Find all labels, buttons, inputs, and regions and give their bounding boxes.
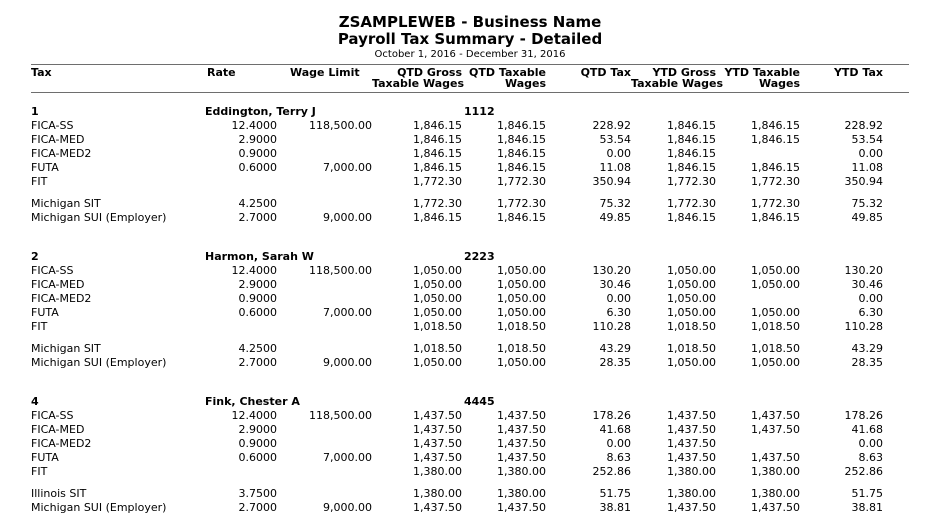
employee-name: Fink, Chester A: [205, 394, 300, 408]
federal-tax-row: [31, 423, 909, 437]
cell-qtd-taxable: 1,050.00: [497, 291, 546, 305]
cell-rate: 12.4000: [231, 408, 277, 422]
cell-wage-limit: 9,000.00: [323, 355, 372, 369]
report-table-body: [31, 93, 909, 515]
cell-ytd-tax: 0.00: [858, 291, 883, 305]
cell-ytd-gross: 1,437.50: [667, 450, 716, 464]
cell-ytd-taxable: 1,772.30: [751, 196, 800, 210]
table-header: [31, 65, 909, 93]
cell-ytd-gross: 1,846.15: [667, 146, 716, 160]
cell-ytd-taxable: [716, 437, 800, 451]
cell-qtd-taxable: 1,380.00: [497, 486, 546, 500]
cell-qtd-tax: 11.08: [599, 160, 631, 174]
state-tax-row: [31, 342, 909, 356]
cell-ytd-gross: 1,846.15: [667, 210, 716, 224]
cell-ytd-gross: 1,018.50: [667, 341, 716, 355]
cell-tax: Michigan SIT: [31, 341, 101, 355]
cell-wage-limit: [277, 197, 372, 211]
cell-ytd-tax: 252.86: [844, 464, 883, 478]
cell-ytd-tax: 130.20: [844, 263, 883, 277]
report-title: Payroll Tax Summary - Detailed: [337, 30, 603, 48]
cell-ytd-taxable: 1,846.15: [751, 210, 800, 224]
cell-qtd-gross: 1,050.00: [413, 355, 462, 369]
cell-ytd-tax: 75.32: [851, 196, 883, 210]
cell-wage-limit: [277, 292, 372, 306]
cell-wage-limit: 7,000.00: [323, 160, 372, 174]
cell-wage-limit: [277, 423, 372, 437]
cell-tax: FICA-SS: [31, 118, 74, 132]
cell-rate: 4.2500: [238, 341, 277, 355]
cell-tax: FIT: [31, 464, 48, 478]
cell-ytd-tax: 43.29: [851, 341, 883, 355]
cell-ytd-tax: 8.63: [858, 450, 883, 464]
cell-wage-limit: 118,500.00: [309, 118, 372, 132]
cell-rate: [201, 320, 277, 334]
col-header-line1: YTD Taxable: [724, 66, 800, 79]
cell-qtd-tax: 30.46: [599, 277, 631, 291]
cell-qtd-tax: 51.75: [599, 486, 631, 500]
cell-rate: 2.9000: [238, 132, 277, 146]
cell-qtd-gross: 1,846.15: [413, 210, 462, 224]
federal-tax-row: [31, 437, 909, 451]
cell-rate: 4.2500: [238, 196, 277, 210]
cell-ytd-gross: 1,846.15: [667, 132, 716, 146]
cell-empty: [372, 105, 462, 119]
cell-tax: Michigan SIT: [31, 196, 101, 210]
state-tax-row: [31, 211, 909, 225]
cell-wage-limit: 7,000.00: [323, 305, 372, 319]
cell-ytd-gross: 1,050.00: [667, 355, 716, 369]
cell-qtd-taxable: 1,437.50: [497, 422, 546, 436]
cell-qtd-gross: 1,437.50: [413, 436, 462, 450]
cell-ytd-taxable: 1,437.50: [751, 408, 800, 422]
cell-ytd-tax: 110.28: [844, 319, 883, 333]
cell-rate: 0.6000: [238, 305, 277, 319]
federal-tax-row: [31, 264, 909, 278]
cell-qtd-taxable: 1,050.00: [497, 355, 546, 369]
cell-wage-limit: 7,000.00: [323, 450, 372, 464]
col-header-line2: Taxable Wages: [372, 77, 465, 90]
cell-qtd-taxable: 1,846.15: [497, 146, 546, 160]
cell-tax: FIT: [31, 319, 48, 333]
cell-qtd-taxable: 1,846.15: [497, 118, 546, 132]
cell-qtd-gross: 1,437.50: [413, 500, 462, 514]
cell-ytd-taxable: 1,018.50: [751, 319, 800, 333]
cell-qtd-tax: 6.30: [606, 305, 631, 319]
cell-rate: 0.9000: [238, 436, 277, 450]
employee-spacer-row: [31, 370, 909, 395]
col-header-ytd-gross: [631, 65, 724, 93]
cell-tax: FICA-MED: [31, 277, 85, 291]
cell-qtd-taxable: 1,380.00: [497, 464, 546, 478]
federal-tax-row: [31, 292, 909, 306]
payroll-table-wrap: [31, 64, 909, 515]
cell-qtd-taxable: 1,846.15: [497, 132, 546, 146]
col-header-line2: Taxable Wages: [631, 77, 724, 90]
cell-ytd-taxable: 1,050.00: [751, 277, 800, 291]
cell-rate: [201, 465, 277, 479]
cell-ytd-tax: 350.94: [844, 174, 883, 188]
cell-qtd-taxable: 1,437.50: [497, 408, 546, 422]
cell-qtd-tax: 43.29: [599, 341, 631, 355]
cell-ytd-taxable: 1,846.15: [751, 118, 800, 132]
cell-qtd-gross: 1,050.00: [413, 263, 462, 277]
cell-ytd-gross: 1,437.50: [667, 500, 716, 514]
employee-id: 2: [31, 249, 39, 263]
col-header-line1: Rate: [207, 66, 236, 79]
cell-rate: 0.6000: [238, 160, 277, 174]
cell-qtd-gross: 1,050.00: [413, 305, 462, 319]
cell-wage-limit: [277, 320, 372, 334]
cell-tax: FICA-MED: [31, 422, 85, 436]
cell-ytd-taxable: 1,050.00: [751, 305, 800, 319]
cell-qtd-tax: 0.00: [606, 291, 631, 305]
spacer-cell: [31, 225, 909, 250]
cell-tax: Michigan SUI (Employer): [31, 210, 167, 224]
federal-tax-row: [31, 147, 909, 161]
cell-ytd-tax: 38.81: [851, 500, 883, 514]
cell-qtd-tax: 75.32: [599, 196, 631, 210]
cell-qtd-tax: 130.20: [592, 263, 631, 277]
cell-ytd-tax: 41.68: [851, 422, 883, 436]
cell-qtd-gross: 1,772.30: [413, 196, 462, 210]
federal-tax-row: [31, 175, 909, 189]
cell-tax: Michigan SUI (Employer): [31, 355, 167, 369]
cell-tax: FICA-SS: [31, 263, 74, 277]
cell-ytd-taxable: 1,380.00: [751, 486, 800, 500]
cell-qtd-tax: 41.68: [599, 422, 631, 436]
cell-ytd-gross: 1,772.30: [667, 196, 716, 210]
state-tax-row: [31, 356, 909, 370]
employee-name: Harmon, Sarah W: [205, 249, 314, 263]
cell-rate: 12.4000: [231, 263, 277, 277]
employee-header-row: [31, 105, 909, 119]
federal-tax-row: [31, 451, 909, 465]
col-header-qtd-taxable: [462, 65, 546, 93]
federal-tax-row: [31, 306, 909, 320]
cell-wage-limit: [277, 133, 372, 147]
cell-ytd-tax: 51.75: [851, 486, 883, 500]
state-tax-row: [31, 501, 909, 515]
cell-ytd-taxable: 1,380.00: [751, 464, 800, 478]
cell-qtd-tax: 252.86: [592, 464, 631, 478]
cell-qtd-tax: 350.94: [592, 174, 631, 188]
cell-ytd-taxable: 1,437.50: [751, 422, 800, 436]
table-header-row: [31, 65, 909, 93]
cell-ytd-tax: 11.08: [851, 160, 883, 174]
cell-wage-limit: [277, 437, 372, 451]
col-header-line1: QTD Taxable: [469, 66, 546, 79]
cell-rate: 2.9000: [238, 422, 277, 436]
cell-qtd-tax: 28.35: [599, 355, 631, 369]
cell-qtd-gross: 1,380.00: [413, 486, 462, 500]
cell-ytd-taxable: 1,050.00: [751, 355, 800, 369]
cell-ytd-tax: 28.35: [851, 355, 883, 369]
employee-number: 2223: [464, 249, 495, 263]
col-header-wage-limit: [277, 65, 372, 93]
cell-ytd-taxable: [716, 292, 800, 306]
cell-ytd-gross: 1,772.30: [667, 174, 716, 188]
spacer-cell: [31, 93, 909, 105]
cell-wage-limit: 118,500.00: [309, 408, 372, 422]
cell-wage-limit: [277, 465, 372, 479]
cell-ytd-gross: 1,380.00: [667, 486, 716, 500]
cell-ytd-taxable: 1,050.00: [751, 263, 800, 277]
employee-id: 1: [31, 104, 39, 118]
cell-ytd-gross: 1,050.00: [667, 263, 716, 277]
spacer-cell: [31, 370, 909, 395]
cell-wage-limit: 118,500.00: [309, 263, 372, 277]
cell-ytd-gross: 1,050.00: [667, 277, 716, 291]
cell-ytd-taxable: 1,846.15: [751, 160, 800, 174]
cell-wage-limit: [277, 342, 372, 356]
cell-rate: 0.9000: [238, 146, 277, 160]
cell-qtd-taxable: 1,018.50: [497, 319, 546, 333]
cell-ytd-taxable: [716, 147, 800, 161]
federal-tax-row: [31, 119, 909, 133]
cell-ytd-gross: 1,437.50: [667, 422, 716, 436]
cell-tax: Michigan SUI (Employer): [31, 500, 167, 514]
cell-qtd-gross: 1,018.50: [413, 319, 462, 333]
cell-qtd-tax: 53.54: [599, 132, 631, 146]
state-tax-row: [31, 197, 909, 211]
cell-qtd-gross: 1,846.15: [413, 132, 462, 146]
col-header-line1: Wage Limit: [290, 66, 360, 79]
cell-qtd-taxable: 1,050.00: [497, 277, 546, 291]
cell-rate: 2.7000: [238, 210, 277, 224]
cell-qtd-taxable: 1,846.15: [497, 160, 546, 174]
col-header-line2: Wages: [758, 77, 800, 90]
cell-qtd-gross: 1,437.50: [413, 422, 462, 436]
federal-tax-row: [31, 409, 909, 423]
cell-qtd-taxable: 1,437.50: [497, 500, 546, 514]
col-header-tax: [31, 65, 201, 93]
cell-qtd-taxable: 1,846.15: [497, 210, 546, 224]
cell-qtd-gross: 1,437.50: [413, 450, 462, 464]
cell-qtd-tax: 8.63: [606, 450, 631, 464]
cell-ytd-taxable: 1,772.30: [751, 174, 800, 188]
employee-header-row: [31, 395, 909, 409]
cell-qtd-tax: 110.28: [592, 319, 631, 333]
cell-tax: FIT: [31, 174, 48, 188]
spacer-cell: [31, 334, 909, 342]
cell-ytd-taxable: 1,018.50: [751, 341, 800, 355]
cell-qtd-tax: 228.92: [592, 118, 631, 132]
cell-tax: FICA-MED: [31, 132, 85, 146]
report-header: [0, 14, 940, 61]
cell-wage-limit: [277, 175, 372, 189]
cell-qtd-gross: 1,846.15: [413, 146, 462, 160]
cell-rate: [201, 175, 277, 189]
cell-qtd-gross: 1,437.50: [413, 408, 462, 422]
cell-wage-limit: 9,000.00: [323, 500, 372, 514]
employee-header-row: [31, 250, 909, 264]
payroll-tax-table: [31, 64, 909, 515]
federal-tax-row: [31, 278, 909, 292]
federal-tax-row: [31, 161, 909, 175]
cell-qtd-gross: 1,846.15: [413, 160, 462, 174]
cell-tax: FUTA: [31, 450, 59, 464]
cell-tax: FICA-SS: [31, 408, 74, 422]
col-header-qtd-gross: [372, 65, 465, 93]
cell-rate: 2.9000: [238, 277, 277, 291]
group-spacer-row: [31, 479, 909, 487]
cell-qtd-tax: 49.85: [599, 210, 631, 224]
col-header-ytd-tax: [800, 65, 909, 93]
col-header-line1: Tax: [31, 66, 52, 79]
spacer-cell: [31, 479, 909, 487]
cell-qtd-taxable: 1,437.50: [497, 436, 546, 450]
cell-ytd-taxable: 1,846.15: [751, 132, 800, 146]
cell-ytd-gross: 1,437.50: [667, 436, 716, 450]
cell-qtd-tax: 178.26: [592, 408, 631, 422]
cell-rate: 3.7500: [238, 486, 277, 500]
cell-rate: 0.9000: [238, 291, 277, 305]
col-header-line1: YTD Tax: [833, 66, 883, 79]
cell-qtd-gross: 1,846.15: [413, 118, 462, 132]
cell-empty: [372, 395, 462, 409]
cell-ytd-gross: 1,380.00: [667, 464, 716, 478]
cell-ytd-gross: 1,050.00: [667, 305, 716, 319]
cell-ytd-gross: 1,437.50: [667, 408, 716, 422]
cell-rate: 0.6000: [238, 450, 277, 464]
cell-qtd-taxable: 1,772.30: [497, 196, 546, 210]
cell-ytd-tax: 178.26: [844, 408, 883, 422]
employee-number: 4445: [464, 394, 495, 408]
cell-qtd-gross: 1,050.00: [413, 277, 462, 291]
federal-tax-row: [31, 133, 909, 147]
cell-tax: FUTA: [31, 305, 59, 319]
cell-ytd-tax: 0.00: [858, 146, 883, 160]
cell-qtd-gross: 1,050.00: [413, 291, 462, 305]
employee-id: 4: [31, 394, 39, 408]
top-spacer-row: [31, 93, 909, 105]
col-header-rate: [201, 65, 277, 93]
cell-empty: [372, 250, 462, 264]
col-header-line1: QTD Gross: [397, 66, 462, 79]
employee-number: 1112: [464, 104, 495, 118]
cell-qtd-gross: 1,018.50: [413, 341, 462, 355]
col-header-line2: Wages: [504, 77, 546, 90]
cell-wage-limit: 9,000.00: [323, 210, 372, 224]
cell-tax: FUTA: [31, 160, 59, 174]
cell-rate: 2.7000: [238, 500, 277, 514]
col-header-line1: QTD Tax: [580, 66, 631, 79]
company-name: ZSAMPLEWEB - Business Name: [338, 13, 602, 31]
cell-ytd-gross: 1,846.15: [667, 160, 716, 174]
cell-ytd-taxable: 1,437.50: [751, 500, 800, 514]
col-header-ytd-taxable: [716, 65, 800, 93]
cell-qtd-taxable: 1,018.50: [497, 341, 546, 355]
spacer-cell: [31, 189, 909, 197]
cell-tax: FICA-MED2: [31, 146, 92, 160]
employee-spacer-row: [31, 225, 909, 250]
cell-qtd-tax: 38.81: [599, 500, 631, 514]
cell-qtd-taxable: 1,050.00: [497, 305, 546, 319]
cell-wage-limit: [277, 487, 372, 501]
col-header-qtd-tax: [546, 65, 631, 93]
cell-wage-limit: [277, 278, 372, 292]
cell-tax: FICA-MED2: [31, 291, 92, 305]
cell-qtd-tax: 0.00: [606, 436, 631, 450]
cell-ytd-tax: 0.00: [858, 436, 883, 450]
cell-ytd-tax: 228.92: [844, 118, 883, 132]
cell-qtd-gross: 1,380.00: [413, 464, 462, 478]
cell-ytd-gross: 1,050.00: [667, 291, 716, 305]
federal-tax-row: [31, 320, 909, 334]
cell-tax: FICA-MED2: [31, 436, 92, 450]
cell-qtd-taxable: 1,772.30: [497, 174, 546, 188]
group-spacer-row: [31, 334, 909, 342]
cell-wage-limit: [277, 147, 372, 161]
employee-name: Eddington, Terry J: [205, 104, 316, 118]
cell-rate: 2.7000: [238, 355, 277, 369]
cell-ytd-gross: 1,018.50: [667, 319, 716, 333]
report-period: October 1, 2016 - December 31, 2016: [374, 49, 566, 60]
cell-qtd-taxable: 1,050.00: [497, 263, 546, 277]
cell-ytd-tax: 30.46: [851, 277, 883, 291]
federal-tax-row: [31, 465, 909, 479]
cell-rate: 12.4000: [231, 118, 277, 132]
cell-tax: Illinois SIT: [31, 486, 87, 500]
group-spacer-row: [31, 189, 909, 197]
state-tax-row: [31, 487, 909, 501]
cell-ytd-tax: 49.85: [851, 210, 883, 224]
cell-qtd-gross: 1,772.30: [413, 174, 462, 188]
cell-qtd-tax: 0.00: [606, 146, 631, 160]
cell-qtd-taxable: 1,437.50: [497, 450, 546, 464]
col-header-line1: YTD Gross: [652, 66, 716, 79]
cell-ytd-gross: 1,846.15: [667, 118, 716, 132]
cell-ytd-tax: 6.30: [858, 305, 883, 319]
cell-ytd-taxable: 1,437.50: [751, 450, 800, 464]
cell-ytd-tax: 53.54: [851, 132, 883, 146]
